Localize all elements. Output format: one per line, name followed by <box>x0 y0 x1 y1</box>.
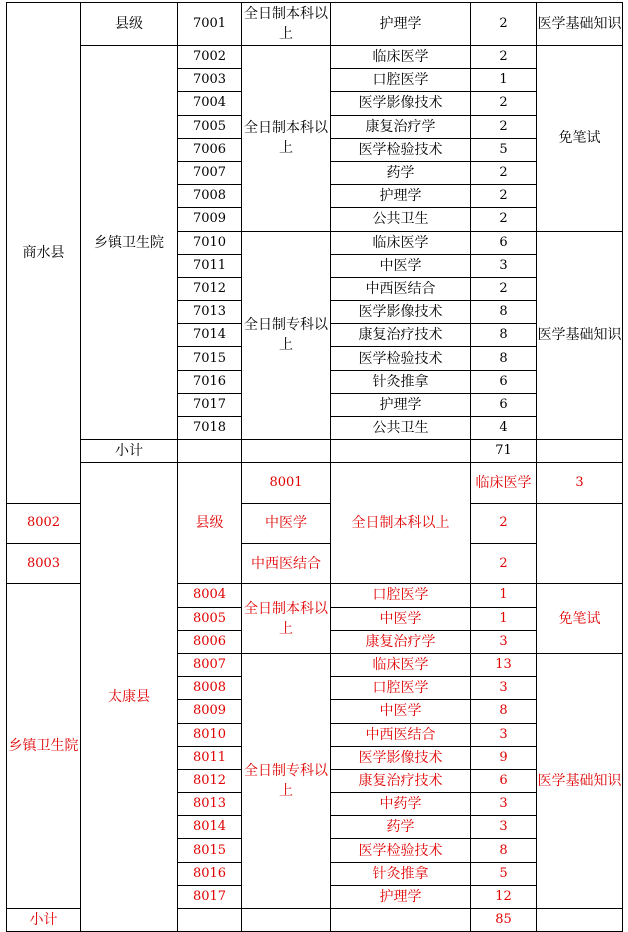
recruitment-table <box>6 2 623 932</box>
count-cell: 1 <box>471 607 537 630</box>
position-code: 8011 <box>178 746 242 769</box>
position-code: 8007 <box>178 653 242 676</box>
major-cell: 中医学 <box>331 254 471 277</box>
count-cell: 5 <box>471 862 537 885</box>
major-cell: 临床医学 <box>331 231 471 254</box>
major-cell: 口腔医学 <box>331 677 471 700</box>
major-cell: 医学影像技术 <box>331 301 471 324</box>
count-cell: 3 <box>537 463 623 503</box>
major-cell: 医学检验技术 <box>331 138 471 161</box>
position-code: 8002 <box>7 503 81 543</box>
count-cell: 2 <box>471 161 537 184</box>
empty-cell <box>178 440 242 463</box>
subtotal-value: 85 <box>471 909 537 932</box>
position-code: 8006 <box>178 630 242 653</box>
position-code: 8013 <box>178 793 242 816</box>
major-cell: 康复治疗技术 <box>331 324 471 347</box>
major-cell: 中西医结合 <box>331 277 471 300</box>
education-cell: 全日制本科以上 <box>242 46 331 232</box>
major-cell: 药学 <box>331 816 471 839</box>
education-cell: 全日制本科以上 <box>242 3 331 46</box>
count-cell: 6 <box>471 769 537 792</box>
count-cell: 3 <box>471 630 537 653</box>
position-code: 7003 <box>178 69 242 92</box>
exam-cell: 免笔试 <box>537 46 623 232</box>
count-cell: 2 <box>471 3 537 46</box>
table-row <box>7 46 623 69</box>
exam-cell: 免笔试 <box>537 584 623 654</box>
position-code: 8003 <box>7 544 81 584</box>
major-cell: 康复治疗技术 <box>331 769 471 792</box>
count-cell: 4 <box>471 417 537 440</box>
subtotal-label: 小计 <box>81 440 178 463</box>
position-code: 8016 <box>178 862 242 885</box>
count-cell: 2 <box>471 46 537 69</box>
subtotal-label: 小计 <box>7 909 81 932</box>
level-cell: 县级 <box>81 3 178 46</box>
position-code: 7018 <box>178 417 242 440</box>
level-cell: 县级 <box>178 463 242 584</box>
county-name: 太康县 <box>81 463 178 932</box>
count-cell: 8 <box>471 301 537 324</box>
major-cell: 康复治疗学 <box>331 630 471 653</box>
position-code: 8010 <box>178 723 242 746</box>
count-cell: 6 <box>471 370 537 393</box>
count-cell: 6 <box>471 393 537 416</box>
count-cell: 9 <box>471 746 537 769</box>
major-cell: 医学检验技术 <box>331 347 471 370</box>
position-code: 8012 <box>178 769 242 792</box>
position-code: 7007 <box>178 161 242 184</box>
position-code: 8009 <box>178 700 242 723</box>
position-code: 7016 <box>178 370 242 393</box>
position-code: 7012 <box>178 277 242 300</box>
education-cell: 全日制本科以上 <box>331 463 471 584</box>
major-cell: 临床医学 <box>471 463 537 503</box>
table-row <box>7 463 623 503</box>
major-cell: 医学影像技术 <box>331 746 471 769</box>
position-code: 7011 <box>178 254 242 277</box>
education-cell: 全日制本科以上 <box>242 584 331 654</box>
count-cell: 2 <box>471 185 537 208</box>
position-code: 7014 <box>178 324 242 347</box>
empty-cell <box>331 909 471 932</box>
table-row <box>7 3 623 46</box>
count-cell: 8 <box>471 324 537 347</box>
position-code: 7010 <box>178 231 242 254</box>
position-code: 7001 <box>178 3 242 46</box>
count-cell: 3 <box>471 723 537 746</box>
position-code: 7013 <box>178 301 242 324</box>
position-code: 8005 <box>178 607 242 630</box>
major-cell: 中医学 <box>331 607 471 630</box>
major-cell: 康复治疗学 <box>331 115 471 138</box>
empty-cell <box>537 909 623 932</box>
position-code: 8004 <box>178 584 242 607</box>
education-cell: 全日制专科以上 <box>242 653 331 908</box>
education-cell: 全日制专科以上 <box>242 231 331 440</box>
count-cell: 2 <box>471 503 537 543</box>
count-cell: 8 <box>471 700 537 723</box>
count-cell: 2 <box>471 115 537 138</box>
position-code: 7004 <box>178 92 242 115</box>
count-cell: 5 <box>471 138 537 161</box>
major-cell: 针灸推拿 <box>331 370 471 393</box>
count-cell: 1 <box>471 584 537 607</box>
count-cell: 3 <box>471 677 537 700</box>
major-cell: 口腔医学 <box>331 584 471 607</box>
major-cell: 口腔医学 <box>331 69 471 92</box>
position-code: 7002 <box>178 46 242 69</box>
major-cell: 护理学 <box>331 885 471 908</box>
major-cell: 护理学 <box>331 3 471 46</box>
count-cell: 1 <box>471 69 537 92</box>
level-cell: 乡镇卫生院 <box>81 46 178 440</box>
position-code: 7005 <box>178 115 242 138</box>
count-cell: 12 <box>471 885 537 908</box>
position-code: 7017 <box>178 393 242 416</box>
count-cell: 2 <box>471 544 537 584</box>
empty-cell <box>178 909 242 932</box>
major-cell: 针灸推拿 <box>331 862 471 885</box>
major-cell: 护理学 <box>331 185 471 208</box>
county-name: 商水县 <box>7 3 81 504</box>
count-cell: 13 <box>471 653 537 676</box>
level-cell: 乡镇卫生院 <box>7 584 81 909</box>
major-cell: 药学 <box>331 161 471 184</box>
major-cell: 医学检验技术 <box>331 839 471 862</box>
major-cell: 临床医学 <box>331 653 471 676</box>
count-cell: 8 <box>471 347 537 370</box>
count-cell: 6 <box>471 231 537 254</box>
position-code: 8015 <box>178 839 242 862</box>
exam-cell: 医学基础知识 <box>537 3 623 46</box>
major-cell: 中医学 <box>331 700 471 723</box>
subtotal-row <box>7 440 623 463</box>
major-cell: 临床医学 <box>331 46 471 69</box>
count-cell: 3 <box>471 816 537 839</box>
position-code: 7008 <box>178 185 242 208</box>
empty-cell <box>242 440 331 463</box>
major-cell: 中药学 <box>331 793 471 816</box>
major-cell: 中西医结合 <box>242 544 331 584</box>
position-code: 7006 <box>178 138 242 161</box>
subtotal-value: 71 <box>471 440 537 463</box>
major-cell: 护理学 <box>331 393 471 416</box>
position-code: 8001 <box>242 463 331 503</box>
count-cell: 2 <box>471 208 537 231</box>
count-cell: 3 <box>471 254 537 277</box>
position-code: 8014 <box>178 816 242 839</box>
position-code: 7015 <box>178 347 242 370</box>
count-cell: 8 <box>471 839 537 862</box>
position-code: 8008 <box>178 677 242 700</box>
empty-cell <box>331 440 471 463</box>
major-cell: 中医学 <box>242 503 331 543</box>
exam-cell: 医学基础知识 <box>537 653 623 908</box>
empty-cell <box>242 909 331 932</box>
exam-cell: 医学基础知识 <box>537 231 623 440</box>
empty-cell <box>537 440 623 463</box>
count-cell: 2 <box>471 92 537 115</box>
position-code: 8017 <box>178 885 242 908</box>
major-cell: 医学影像技术 <box>331 92 471 115</box>
major-cell: 中西医结合 <box>331 723 471 746</box>
count-cell: 3 <box>471 793 537 816</box>
major-cell: 公共卫生 <box>331 208 471 231</box>
count-cell: 2 <box>471 277 537 300</box>
major-cell: 公共卫生 <box>331 417 471 440</box>
position-code: 7009 <box>178 208 242 231</box>
